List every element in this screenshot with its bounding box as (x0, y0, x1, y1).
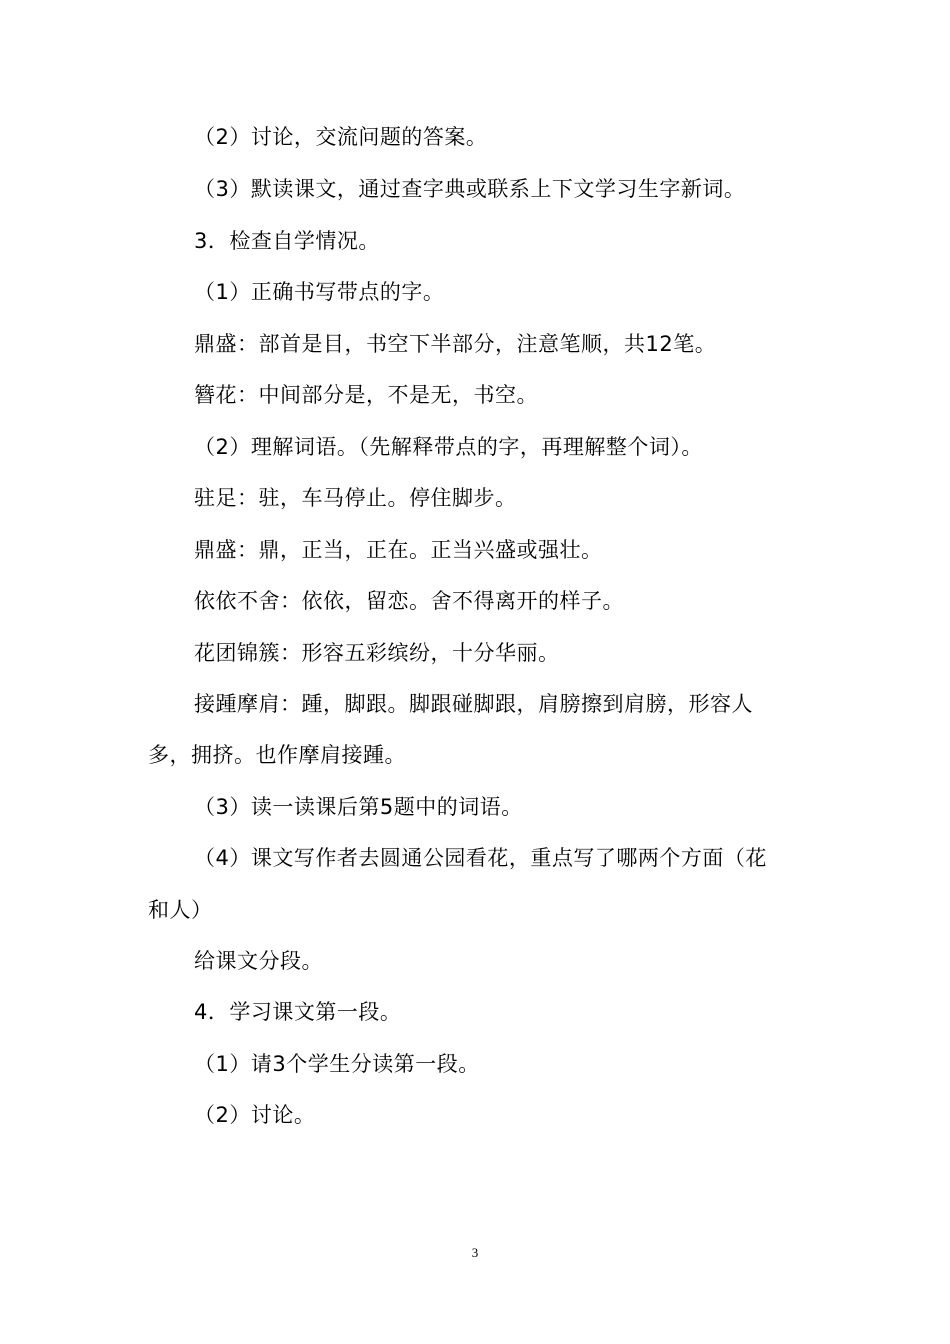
text-line: 鼎盛：部首是目，书空下半部分，注意笔顺，共12笔。 (194, 332, 717, 356)
text-line: 给课文分段。 (194, 949, 323, 973)
text-line: 多，拥挤。也作摩肩接踵。 (148, 743, 406, 767)
text-line: 簪花：中间部分是，不是无，书空。 (194, 383, 538, 407)
text-line: 4．学习课文第一段。 (194, 1000, 402, 1024)
text-line: 鼎盛：鼎，正当，正在。正当兴盛或强壮。 (194, 538, 603, 562)
text-line: （3）默读课文，通过查字典或联系上下文学习生字新词。 (194, 177, 746, 201)
text-line: （3）读一读课后第5题中的词语。 (194, 795, 523, 819)
text-line: （2）讨论。 (194, 1103, 316, 1127)
text-line: （4）课文写作者去圆通公园看花，重点写了哪两个方面（花 (194, 846, 767, 870)
text-line: （2）讨论，交流问题的答案。 (194, 125, 488, 149)
text-line: （2）理解词语。（先解释带点的字，再理解整个词）。 (194, 435, 703, 459)
text-line: （1）正确书写带点的字。 (194, 280, 445, 304)
text-line: 花团锦簇：形容五彩缤纷，十分华丽。 (194, 641, 560, 665)
page-number: 3 (471, 1245, 479, 1260)
text-line: 和人） (148, 898, 213, 922)
text-line: 驻足：驻，车马停止。停住脚步。 (194, 486, 517, 510)
text-line: 依依不舍：依依，留恋。舍不得离开的样子。 (194, 589, 624, 613)
text-line: 接踵摩肩：踵，脚跟。脚跟碰脚跟，肩膀擦到肩膀，形容人 (194, 692, 753, 716)
text-line: 3．检查自学情况。 (194, 229, 380, 253)
text-line: （1）请3个学生分读第一段。 (194, 1052, 480, 1076)
